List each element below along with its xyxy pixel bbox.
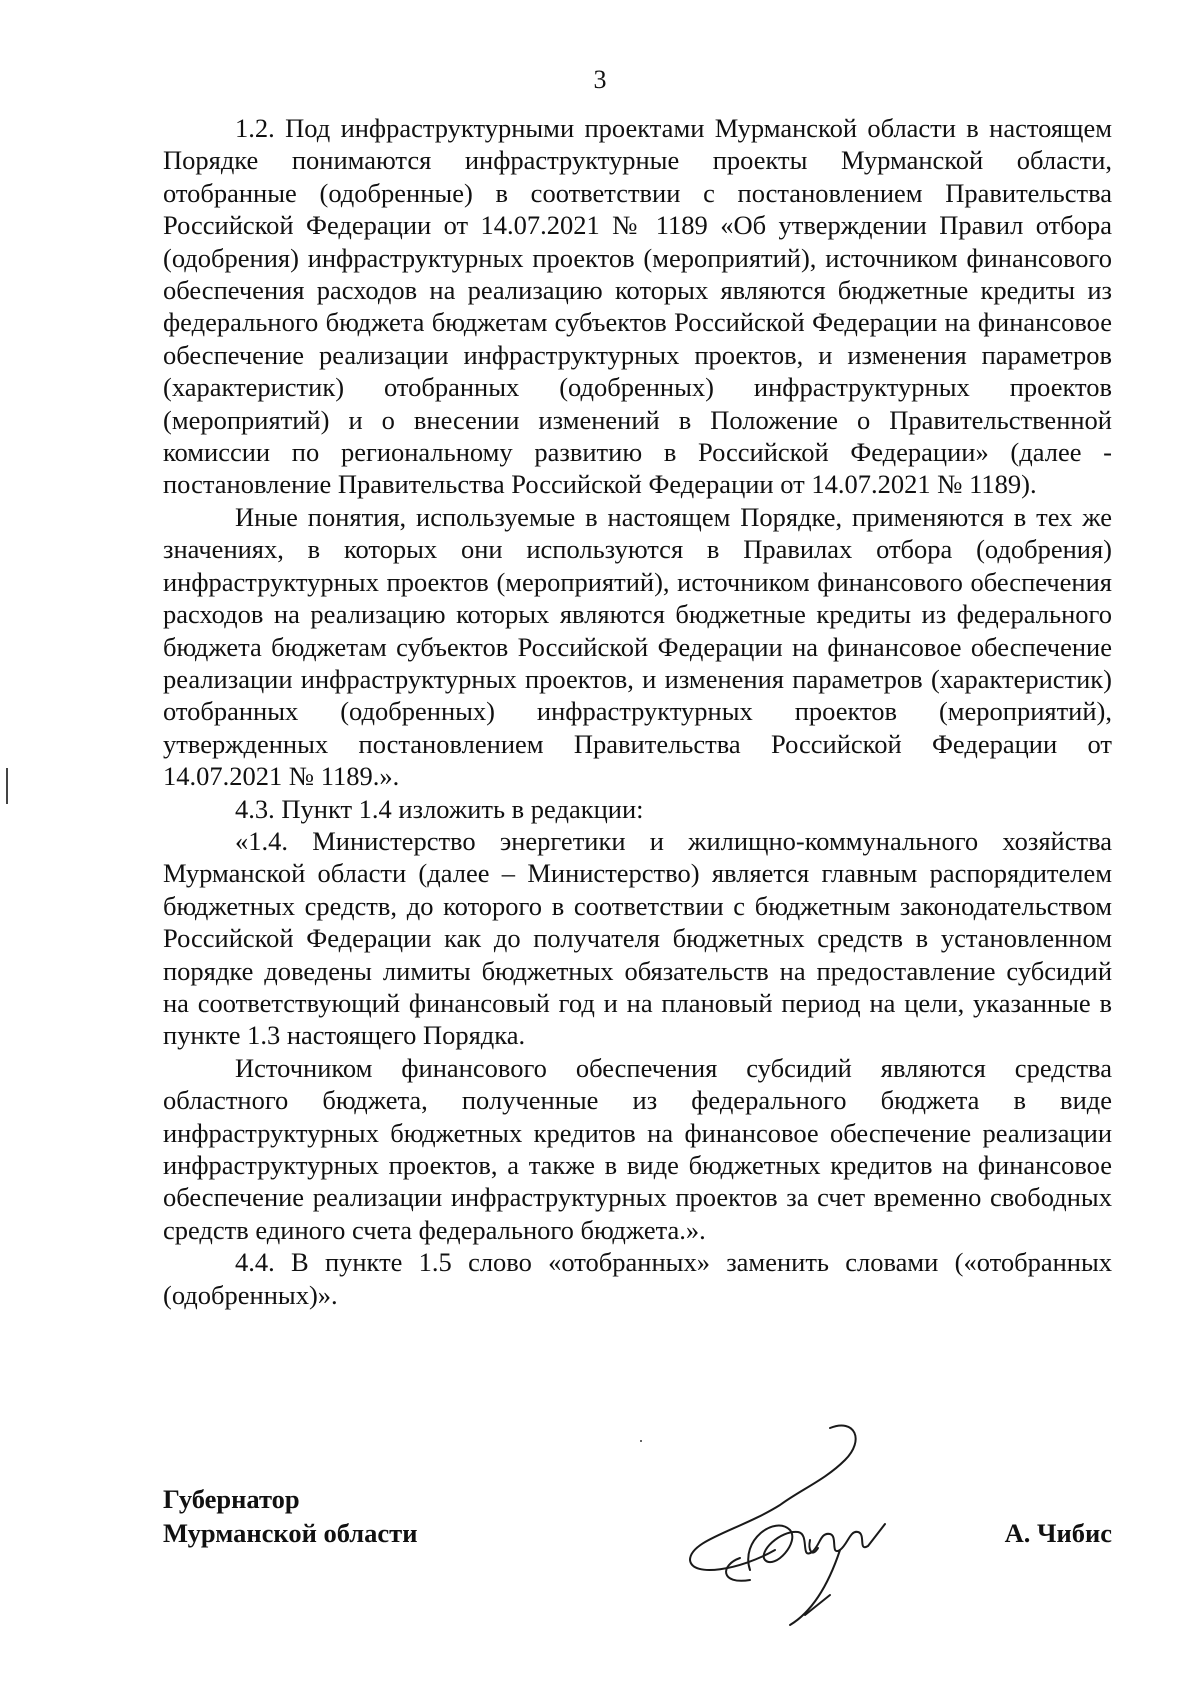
document-body (163, 112, 1112, 1311)
paragraph-4-3: 4.3. Пункт 1.4 изложить в редакции: (235, 793, 644, 824)
signatory-title-line2: Мурманской области (163, 1518, 418, 1548)
paragraph-4-4: 4.4. В пункте 1.5 слово «отобранных» заменить словами («отобранных (одобренных)». (163, 1247, 1112, 1310)
signature-block (163, 1482, 1112, 1602)
paragraph-other-terms: Иные понятия, используемые в настоящем Порядке, применяются в тех же значениях, в которых они используются в Правилах отбора (одобрения) инфраструктурных проектов (мероприятий), источником финансового обеспечения расходов на реализацию которых являются бюджетные кредиты из федерального бюджета бюджетам субъектов Российской Федерации на финансовое обеспечение реализации инфраструктурных проектов, и изменения параметров (характеристик) отобранных (одобренных) инфраструктурных проектов (мероприятий), утвержденных постановлением Правительства Российской Федерации от 14.07.2021 № 1189.». (163, 501, 1112, 792)
page-number: 3 (593, 65, 607, 94)
paragraph-1-2: 1.2. Под инфраструктурными проектами Мурманской области в настоящем Порядке понимаются инфраструктурные проекты Мурманской области, отобранные (одобренные) в соответствии с постановлением Правительства Российской Федерации от 14.07.2021 № 1189 «Об утверждении Правил отбора (одобрения) инфраструктурных проектов (мероприятий), источником финансового обеспечения расходов на реализацию которых являются бюджетные кредиты из федерального бюджета бюджетам субъектов Российской Федерации на финансовое обеспечение реализации инфраструктурных проектов, и изменения параметров (характеристик) отобранных (одобренных) инфраструктурных проектов (мероприятий) и о внесении изменений в Положение о Правительственной комиссии по региональному развитию в Российской Федерации» (далее - постановление Правительства Российской Федерации от 14.07.2021 № 1189). (163, 113, 1112, 500)
signatory-title (163, 1482, 417, 1550)
scan-artifact (6, 768, 8, 804)
signatory-title-line1: Губернатор (163, 1484, 300, 1514)
paragraph-funding-source: Источником финансового обеспечения субсидий являются средства областного бюджета, полученные из федерального бюджета в виде инфраструктурных бюджетных кредитов на финансовое обеспечение реализации инфраструктурных проектов, а также в виде бюджетных кредитов на финансовое обеспечение реализации инфраструктурных проектов за счет временно свободных средств единого счета федерального бюджета.». (163, 1052, 1112, 1245)
paragraph-1-4: «1.4. Министерство энергетики и жилищно-коммунального хозяйства Мурманской области (далее – Министерство) является главным распорядителем бюджетных средств, до которого в соответствии с бюджетным законодательством Российской Федерации как до получателя бюджетных средств в установленном порядке доведены лимиты бюджетных обязательств на предоставление субсидий на соответствующий финансовый год и на плановый период на цели, указанные в пункте 1.3 настоящего Порядка. (163, 825, 1112, 1051)
handwritten-signature-icon (680, 1420, 950, 1640)
signatory-name: А. Чибис (1004, 1518, 1112, 1548)
scan-dot (640, 1440, 642, 1442)
